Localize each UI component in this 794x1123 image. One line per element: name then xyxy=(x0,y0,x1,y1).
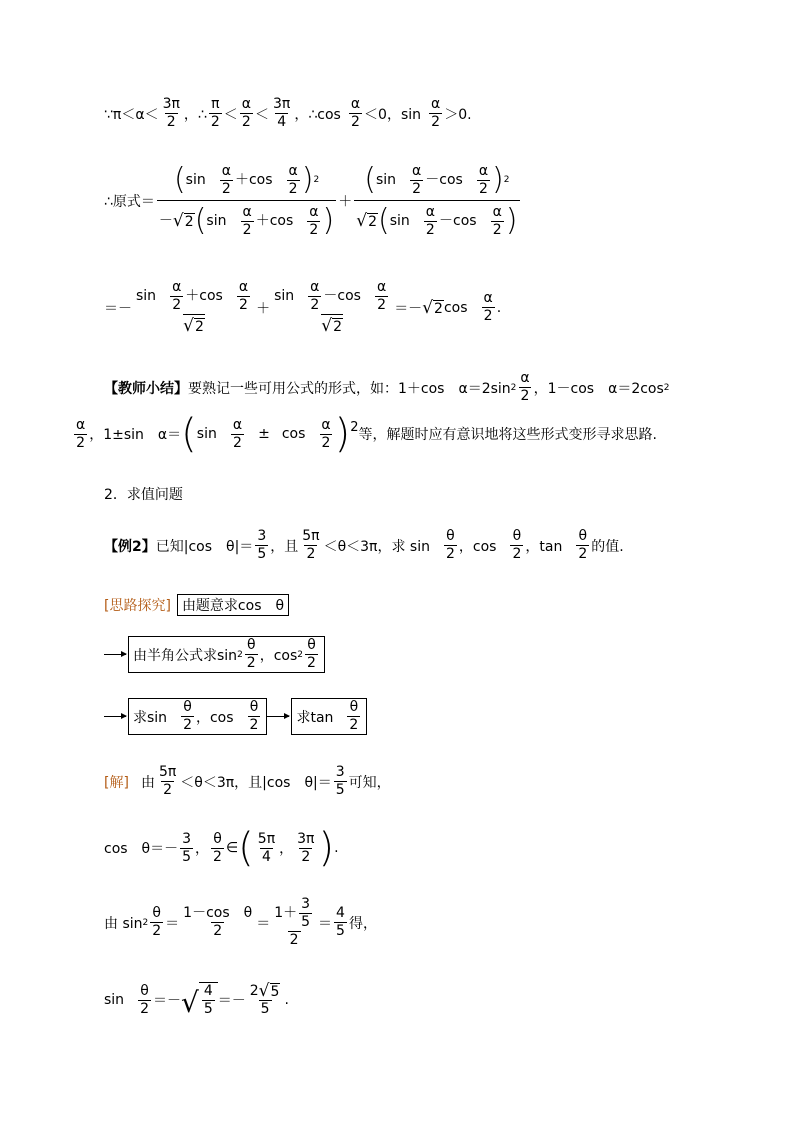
explore-line xyxy=(104,594,289,616)
teacher-summary-line2: $\frac{\alpha}{2}$ ，1±sin α＝ ( sin $\frac{\alpha}{2}$ ± cos $\frac{\alpha}{2}$ ) 2 等，解题时应有意识地将这些形式变形寻求思路. xyxy=(76,411,657,457)
first-big-fraction: ( sin $\frac{\alpha}{2}$ ＋ cos $\frac{\alpha}{2}$ ) 2 － √ 2 ( sin $\frac{\alpha}{2}$ ＋ cos $\frac{\alpha}{2}$ ) xyxy=(157,160,336,241)
solution-line1: [解] 由 $\frac{5\pi}{2}$ ＜θ＜3π，且|cos θ|＝ $\frac{3}{5}$ 可知， xyxy=(104,764,391,798)
simplified-line: ＝－ sin $\frac{\alpha}{2}$ ＋ cos $\frac{\alpha}{2}$ √ 2 ＋ sin $\frac{\alpha}{2}$ － cos $\frac{\alpha}{2}$ √ 2 ＝－ √ 2 cos $\frac{\alpha}{2}$ . xyxy=(104,278,502,336)
solution-line2: cos θ＝－ $\frac{3}{5}$ ， $\frac{\theta}{2}$ ∈ ( $\frac{5\pi}{4}$ ， $\frac{3\pi}{2}$ ) . xyxy=(104,825,339,871)
step-box-1: 由题意求cos θ xyxy=(177,594,289,616)
fraction-alpha-over-2: $\frac{\alpha}{2}$ xyxy=(431,96,441,130)
because-text: ∵π＜α＜ xyxy=(104,106,159,123)
therefore-text: ，∴ xyxy=(183,106,207,123)
arrow-icon xyxy=(104,654,126,655)
solution-line3: 由 sin 2 $\frac{\theta}{2}$ ＝ $\frac{\text{1－cos θ}}{2}$ ＝ 1＋ $\frac{3}{5}$ 2 ＝ $\frac{4}{5}$ 得， xyxy=(104,896,377,948)
original-prefix: ∴原式＝ xyxy=(104,193,155,210)
second-big-fraction: ( sin $\frac{\alpha}{2}$ － cos $\frac{\alpha}{2}$ ) 2 √ 2 ( sin $\frac{\alpha}{2}$ － cos $\frac{\alpha}{2}$ ) xyxy=(354,160,519,241)
fraction-pi-over-2: $\frac{\pi}{2}$ xyxy=(210,96,220,130)
cos-label: ，∴cos xyxy=(294,106,341,123)
solution-tag: [解] xyxy=(104,774,129,791)
original-expression-line: ∴原式＝ ( sin $\frac{\alpha}{2}$ ＋ cos $\frac{\alpha}{2}$ ) 2 － √ 2 ( sin $\frac{\alpha}{2}$ ＋ cos $\frac{\alpha}{2}$ ) ＋ ( sin $\frac{\alpha}{2}$ － cos $\frac{\alpha}{2}$ ) 2 √ 2 ( sin $\frac{\alpha}{2}$ － cos $\frac{\alpha}{2}$ ) xyxy=(104,160,522,241)
fraction-3pi-over-4: $\frac{3\pi}{4}$ xyxy=(273,96,291,130)
summary-tag: 【教师小结】 xyxy=(104,380,188,397)
section-heading: 2．求值问题 xyxy=(104,487,183,503)
example-tag: 【例2】 xyxy=(104,538,156,555)
step-box-4: 求tan $\frac{\theta}{2}$ xyxy=(291,698,367,735)
explore-step-3 xyxy=(104,698,367,735)
explore-step-2 xyxy=(104,636,325,673)
fraction-alpha-over-2: $\frac{\alpha}{2}$ xyxy=(241,96,251,130)
step-box-2: 由半角公式求sin 2 $\frac{\theta}{2}$ ，cos 2 $\frac{\theta}{2}$ xyxy=(128,636,325,673)
arrow-icon xyxy=(104,716,126,717)
explore-tag: [思路探究] xyxy=(104,598,171,614)
condition-line: ∵π＜α＜ $\frac{3\pi}{2}$ ，∴ $\frac{\pi}{2}$ ＜ $\frac{\alpha}{2}$ ＜ $\frac{3\pi}{4}$ ，∴cos $\frac{\alpha}{2}$ ＜0，sin $\frac{\alpha}{2}$ ＞0. xyxy=(104,96,472,130)
arrow-icon xyxy=(267,716,289,717)
fraction-3pi-over-2: $\frac{3\pi}{2}$ xyxy=(162,96,180,130)
third-fraction: sin $\frac{\alpha}{2}$ ＋ cos $\frac{\alpha}{2}$ √ 2 xyxy=(136,278,249,336)
teacher-summary-line1: 【教师小结】 要熟记一些可用公式的形式，如：1＋cos α＝2sin 2 $\frac{\alpha}{2}$ ，1－cos α＝2cos 2 xyxy=(104,370,670,404)
step-box-3: 求sin $\frac{\theta}{2}$ ，cos $\frac{\theta}{2}$ xyxy=(128,698,267,735)
equals-neg: ＝－ xyxy=(104,300,132,317)
example2-line: 【例2】 已知|cos θ|＝ $\frac{3}{5}$ ，且 $\frac{5\pi}{2}$ ＜θ＜3π，求 sin $\frac{\theta}{2}$ ，cos $\frac{\theta}{2}$ ，tan $\frac{\theta}{2}$ 的值. xyxy=(104,528,624,562)
solution-line4: sin $\frac{\theta}{2}$ ＝－ √ $\frac{4}{5}$ ＝－ 2 √ 5 5 . xyxy=(104,981,289,1019)
fourth-fraction: sin $\frac{\alpha}{2}$ － cos $\frac{\alpha}{2}$ √ 2 xyxy=(274,278,387,336)
fraction-alpha-over-2: $\frac{\alpha}{2}$ xyxy=(350,96,361,130)
